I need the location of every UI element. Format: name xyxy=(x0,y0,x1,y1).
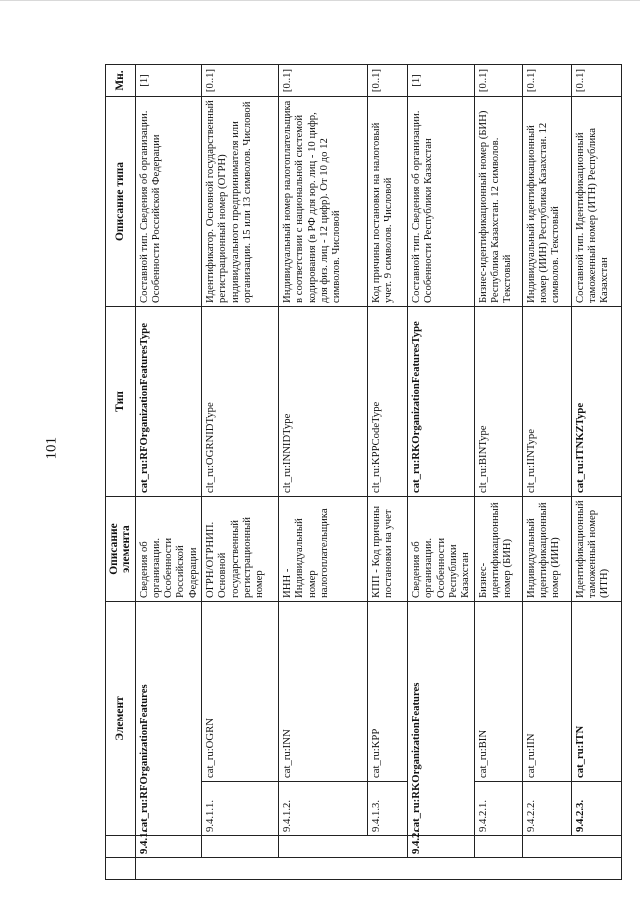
header-type: Тип xyxy=(106,306,136,496)
empty-cell xyxy=(202,858,279,880)
table-row xyxy=(571,64,621,879)
type-description: Составной тип. Сведения об организации. Особенности Российской Федерации xyxy=(135,96,201,306)
table-row xyxy=(135,64,201,879)
element-name: cat_ru:RKOrganizationFeatures xyxy=(408,601,474,835)
table-row xyxy=(368,64,408,879)
multiplicity: [0..1] xyxy=(474,64,522,96)
header-blank-2 xyxy=(106,836,136,858)
table-row xyxy=(202,64,279,879)
scan-edge-line xyxy=(0,0,640,1)
element-name: cat_ru:ITN xyxy=(571,601,621,781)
empty-cell xyxy=(571,858,621,880)
type-description: Код причины постановки на налоговый учет. 9 символов. Числовой xyxy=(368,96,408,306)
element-description: ОГРН/ОГРНИП. Основной государственный регистрационный номер xyxy=(202,496,279,601)
element-description: Сведения об организации. Особенности Республики Казахстан xyxy=(408,496,474,601)
multiplicity: [0..1] xyxy=(571,64,621,96)
type-name: cat_ru:RKOrganizationFeaturesType xyxy=(408,306,474,496)
type-description: Составной тип. Идентификационный таможенный номер (ИТН) Республика Казахстан xyxy=(571,96,621,306)
header-type-description: Описание типа xyxy=(106,96,136,306)
type-description: Индивидуальный номер налогоплательщика в соответствии с национальной системой кодирования (в РФ для юр. лиц - 10 цифр, для физ. лиц - 12 цифр). От 10 до 12 символов. Числовой xyxy=(279,96,368,306)
header-multiplicity: Мн. xyxy=(106,64,136,96)
element-description: Идентификационный таможенный номер (ИТН) xyxy=(571,496,621,601)
multiplicity: [0..1] xyxy=(522,64,571,96)
type-description: Индивидуальный идентификационный номер (ИИН) Республика Казахстан. 12 символов. Текстовый xyxy=(522,96,571,306)
empty-cell xyxy=(522,858,571,880)
header-row xyxy=(106,64,136,879)
type-name: clt_ru:BINType xyxy=(474,306,522,496)
element-description: Индивидуальный идентификационный номер (ИИН) xyxy=(522,496,571,601)
row-number: 9.4.2.3. xyxy=(571,782,621,836)
empty-cell xyxy=(279,836,368,858)
row-number: 9.4.1.3. xyxy=(368,782,408,836)
specification-table xyxy=(105,64,622,880)
empty-cell xyxy=(368,858,408,880)
header-element-description: Описание элемента xyxy=(106,496,136,601)
table-row xyxy=(279,64,368,879)
empty-cell xyxy=(571,836,621,858)
element-name: cat_ru:BIN xyxy=(474,601,522,781)
element-description: ИНН - Индивидуальный номер налогоплательщика xyxy=(279,496,368,601)
type-name: clt_ru:INNIDType xyxy=(279,306,368,496)
element-description: КПП - Код причины постановки на учет xyxy=(368,496,408,601)
empty-cell xyxy=(522,836,571,858)
type-description: Бизнес-идентификационный номер (БИН) Республика Казахстан. 12 символов. Текстовый xyxy=(474,96,522,306)
empty-cell xyxy=(135,858,201,880)
multiplicity: [0..1] xyxy=(279,64,368,96)
row-number: 9.4.1.2. xyxy=(279,782,368,836)
rotated-document-table xyxy=(105,65,611,880)
empty-cell xyxy=(474,836,522,858)
element-name: cat_ru:INN xyxy=(279,601,368,781)
element-name: cat_ru:RFOrganizationFeatures xyxy=(135,601,201,835)
empty-cell xyxy=(408,858,474,880)
type-name: cat_ru:RFOrganizationFeaturesType xyxy=(135,306,201,496)
table-row xyxy=(408,64,474,879)
type-name: clt_ru:IINType xyxy=(522,306,571,496)
type-description: Идентификатор. Основной государственный регистрационный номер (ОГРН) индивидуального предпринимателя или организации. 15 или 13 символов. Числовой xyxy=(202,96,279,306)
element-description: Сведения об организации. Особенности Российской Федерации xyxy=(135,496,201,601)
empty-cell xyxy=(368,836,408,858)
header-element: Элемент xyxy=(106,601,136,835)
element-description: Бизнес-идентификационный номер (БИН) xyxy=(474,496,522,601)
table-row xyxy=(522,64,571,879)
table-row xyxy=(474,64,522,879)
multiplicity: [0..1] xyxy=(202,64,279,96)
empty-cell xyxy=(279,858,368,880)
multiplicity: [0..1] xyxy=(368,64,408,96)
type-description: Составной тип. Сведения об организации. Особенности Республики Казахстан xyxy=(408,96,474,306)
row-number: 9.4.1. xyxy=(135,836,201,858)
element-name: cat_ru:OGRN xyxy=(202,601,279,781)
element-name: cat_ru:KPP xyxy=(368,601,408,781)
row-number: 9.4.2.1. xyxy=(474,782,522,836)
row-number: 9.4.1.1. xyxy=(202,782,279,836)
multiplicity: [1] xyxy=(408,64,474,96)
row-number: 9.4.2. xyxy=(408,836,474,858)
type-name: clt_ru:OGRNIDType xyxy=(202,306,279,496)
element-name: cat_ru:IIN xyxy=(522,601,571,781)
empty-cell xyxy=(474,858,522,880)
row-number: 9.4.2.2. xyxy=(522,782,571,836)
type-name: clt_ru:KPPCodeType xyxy=(368,306,408,496)
type-name: cat_ru:ITNKZType xyxy=(571,306,621,496)
header-blank-1 xyxy=(106,858,136,880)
page-number: 101 xyxy=(43,437,60,460)
empty-cell xyxy=(202,836,279,858)
multiplicity: [1] xyxy=(135,64,201,96)
